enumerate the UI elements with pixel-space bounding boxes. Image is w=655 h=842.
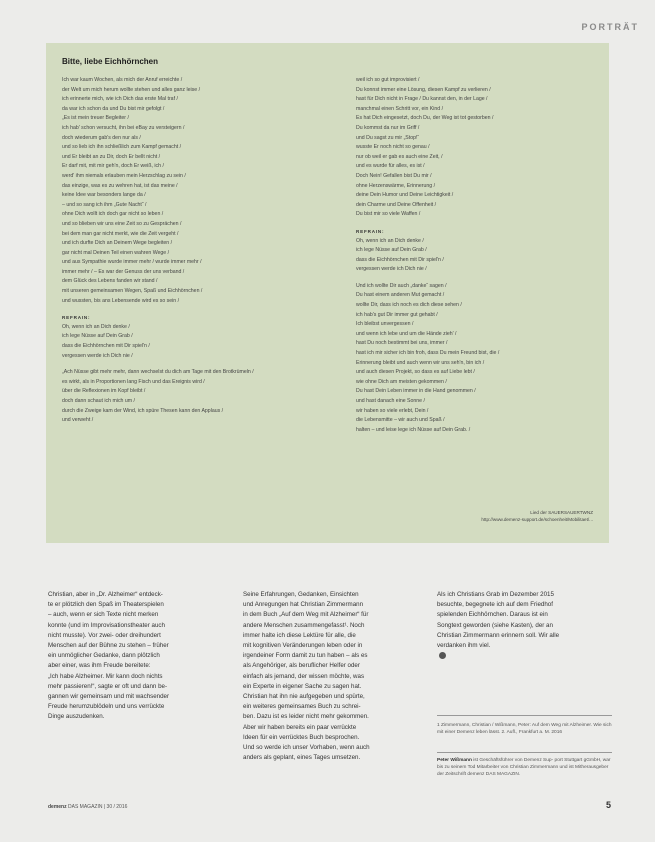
lyric-line: Du hast einem anderen Mut gemacht / — [356, 292, 445, 299]
refrain-line: dass die Eichhörnchen mit Dir spiel'n / — [356, 256, 444, 263]
songtext-box — [46, 43, 609, 543]
lyric-line: durch die Zweige kam der Wind, ich spüre Thesen kann den Applaus / — [62, 407, 224, 414]
body-text-line: irgendeiner Form damit zu tun haben – als es — [243, 652, 368, 660]
body-text-line: Freude herumzublödeln und uns verrückte — [48, 703, 165, 711]
body-text-line: einfach als jemand, der wissen möchte, was — [243, 672, 365, 680]
body-text-line: Christian Zimmermann erinnern soll. Wir alle — [437, 631, 560, 639]
body-column-3 — [437, 590, 617, 661]
lyric-line: und so blieben wir uns eine Zeit so zu Gesprächen / — [62, 220, 182, 227]
body-text-line: ein unmöglicher Gedanke, dann plötzlich — [48, 652, 160, 660]
lyric-line: und auch diesen Projekt, so dass es auf Liebe lebt / — [356, 369, 475, 376]
refrain-line: ich lege Nüsse auf Dein Grab / — [62, 333, 133, 340]
lyric-line: und ich durfte Dich an Deinem Wege begleiten / — [62, 240, 173, 247]
body-text-line: in dem Buch „Auf dem Weg mit Alzheimer“ für — [243, 611, 369, 619]
body-text-line: Ideen für ein verrücktes Buch besprochen. — [243, 733, 360, 741]
body-text-line: und Anregungen hat Christian Zimmermann — [243, 601, 364, 609]
page-number: 5 — [605, 800, 611, 810]
lyric-line: manchmal einen Schritt vor, ein Kind / — [356, 105, 444, 112]
lyric-line: mit unseren gemeinsamen Wegen, Spaß und Eichhörnchen / — [62, 288, 203, 295]
lyric-line: über die Reflexionen im Kopf bleibt / — [62, 388, 146, 395]
lyric-line: gar nicht mal Deinen Teil einen wahren Wege / — [62, 249, 170, 256]
footnote-divider — [437, 715, 612, 716]
body-text-line: Seine Erfahrungen, Gedanken, Einsichten — [243, 591, 359, 598]
body-text-line: Songtext geworden (siehe Kasten), der an — [437, 621, 553, 629]
lyric-line: und es wurde für alles, es ist / — [356, 163, 425, 170]
body-text-line: ben. Dazu ist es leider nicht mehr gekommen. — [243, 713, 369, 721]
body-text-line: immer halte ich diese Lektüre für alle, die — [243, 631, 356, 639]
lyric-line: der Welt um mich herum wollte stehen und alles ganz leise / — [62, 86, 201, 93]
lyric-line: Er darf mit, mit mir geh'n, doch Er weiß, ich / — [62, 163, 164, 170]
lyric-line: ohne Dich wollt ich doch gar nicht so leben / — [62, 211, 164, 218]
lyric-line: wie ohne Dich am meisten gekommen / — [356, 378, 447, 385]
body-text-line: andere Menschen zusammengefasst¹. Noch — [243, 621, 365, 629]
body-text-line: Christian hat ihn nie aufgegeben und spürte, — [243, 693, 365, 701]
lyric-line: Doch Nein! Gefallen bist Du mir / — [356, 172, 432, 179]
lyric-line: und verweht / — [62, 417, 94, 424]
body-text-line: mehr passieren!“, sagte er oft und dann be- — [48, 682, 168, 690]
footer-magazine: demenz — [48, 804, 67, 810]
lyric-line: „Ach Nüsse gibt mehr mehr, dann wechselst du dich am Tage mit den Brotkrümeln / — [62, 369, 254, 376]
author-text: ist Geschäftsführer von Demenz Sup- port Stuttgart gGmbH, war bis zu seinem Tod Mitarbeiter von Christian Zimmermann und ist Mitherausgeber der Zeitschrift demenz DAS MAGAZIN. — [437, 758, 611, 778]
lyric-line: weil ich so gut improvisiert / — [356, 77, 420, 83]
body-text-line: Dinge auszudenken. — [48, 713, 105, 721]
article-end-icon — [439, 652, 446, 659]
footer-issue-text: DAS MAGAZIN | 30 / 2016 — [66, 804, 128, 810]
lyric-line: hast Du noch bestimmt bei uns, immer / — [356, 340, 448, 347]
lyric-line: Erinnerung bleibt und auch wenn wir uns seh'n, bin ich / — [356, 359, 485, 366]
lyric-line: und so lieb ich ihn schließlich zum Kampf gemacht / — [62, 144, 182, 151]
body-text-line: mit kognitiven Veränderungen leben oder in — [243, 642, 363, 650]
body-text-line: konnte (und im Improvisationstheater auch — [48, 621, 165, 629]
body-text-line: Aber wir haben bereits ein paar verrückte — [243, 723, 357, 731]
refrain-line: vergessen werde ich Dich nie / — [62, 352, 133, 359]
lyric-line: keine Idee war besonders lange da / — [62, 192, 146, 199]
body-text-line: – auch, wenn er sich Texte nicht merken — [48, 611, 159, 619]
body-text-line: als Angehöriger, als beruflicher Helfer oder — [243, 662, 360, 670]
author-name: Peter Wißmann — [437, 758, 472, 763]
lyric-line: bei dem man gar nicht merkt, wie die Zeit vergeht / — [62, 230, 179, 237]
source-note — [481, 509, 593, 523]
lyric-line: Ich war kaum Wochen, als mich der Anruf erreichte / — [62, 77, 183, 83]
lyric-line: Du konnst immer eine Lösung, diesen Kampf zu verlieren / — [356, 86, 491, 93]
refrain-label-right: REFRAIN: — [356, 228, 385, 234]
lyric-line: die Lebensmitte – wir auch und Spaß / — [356, 417, 445, 424]
lyric-line: dem Glück des Lebens fanden wir stand / — [62, 278, 158, 285]
lyric-line: und wenn ich lebe und um die Hände zieh' / — [356, 330, 457, 337]
lyric-line: da war ich schon da und Du bist mir gefolgt / — [62, 105, 165, 112]
lyric-line: und Er bleibt an zu Dir, doch Er bellt nicht / — [62, 153, 161, 160]
body-text-line: Menschen auf der Bühne zu stehen – früher — [48, 642, 169, 650]
lyric-line: ich hab's gut Dir immer gut gehabt / — [356, 311, 438, 318]
source-title: Lied der SAUERSAUERTWNZ — [530, 510, 593, 515]
lyric-line: ich hab' schon versucht, ihn bei eBay zu versteigern / — [62, 124, 185, 131]
body-text-line: Und so werde ich unser Vorhaben, wenn auch — [243, 744, 370, 752]
lyric-line: – und so sang ich ihm „Gute Nacht“ / — [62, 201, 147, 208]
lyric-line: wir haben so viele erlebt, Dein / — [356, 407, 429, 414]
lyric-line: wollte Dir, dass ich noch es dich diese sehen / — [356, 302, 462, 309]
lyric-line: doch dann schaut ich mich um / — [62, 398, 135, 404]
lyric-line: Es hat Dich eingesetzt, doch Du, der Weg ist tot gestorben / — [356, 115, 494, 122]
body-text-line: te er plötzlich den Spaß im Theaterspielen — [48, 601, 164, 609]
lyric-line: „Es ist mein treuer Begleiter / — [62, 115, 129, 122]
lyric-line: Und ich wollte Dir auch „danke“ sagen / — [356, 282, 447, 289]
songtext-left-column — [62, 76, 312, 426]
refrain-line: dass die Eichhörnchen mit Dir spiel'n / — [62, 343, 150, 350]
refrain-line: Oh, wenn ich an Dich denke / — [356, 237, 424, 244]
body-text-line: besuchte, begegnete ich auf dem Friedhof — [437, 601, 553, 609]
lyric-line: ich erinnerte mich, wie ich Dich das erste Mal traf / — [62, 96, 178, 103]
lyric-line: dein Charme und Deine Offenheit / — [356, 201, 437, 208]
lyric-line: werd' ihm niemals erlauben mein Herzschlag zu sein / — [62, 172, 186, 179]
refrain-line: ich lege Nüsse auf Dein Grab / — [356, 247, 427, 254]
footer-issue — [48, 804, 127, 810]
body-text-line: „Ich habe Alzheimer. Mir kann doch nichts — [48, 672, 163, 680]
refrain-label: REFRAIN: — [62, 315, 91, 321]
author-note — [437, 757, 612, 779]
lyric-line: Du kommst da nur im Griff / — [356, 124, 420, 131]
body-text-line: Als ich Christians Grab im Dezember 2015 — [437, 591, 554, 598]
lyric-line: ohne Herzenswärme, Erinnerung / — [356, 182, 436, 189]
body-text-line: spielenden Eichhörnchen. Daraus ist ein — [437, 611, 548, 619]
footnote: 1 Zimmermann, Christian / Wißmann, Peter: Auf dem Weg mit Alzheimer. Wie sich mit einer Demenz leben lässt. 2. Aufl., Frankfurt a. M. 2016 — [437, 723, 612, 736]
refrain-line: vergessen werde ich Dich nie / — [356, 266, 427, 273]
lyric-line: doch wiederum gab's den nur als / — [62, 134, 141, 141]
lyric-line: es wirkt, als in Proportionen lang Fisch und das Ereignis wird / — [62, 378, 205, 385]
lyric-line: nur ob weil er gab es auch eine Zeit, / — [356, 153, 443, 160]
body-column-1 — [48, 590, 228, 723]
lyric-line: und wussten, bis ans Lebensende wird es so sein / — [62, 297, 180, 304]
lyric-line: und hast danach eine Sonne / — [356, 398, 425, 404]
lyric-line: Du hast Dein Leben immer in die Hand genommen / — [356, 388, 476, 395]
section-label: PORTRÄT — [581, 22, 639, 32]
body-text-line: aber einer, was ihm Freude bereitete: — [48, 662, 151, 670]
author-divider — [437, 752, 612, 753]
lyric-line: und Du sagst zu mir „Stop!“ — [356, 134, 420, 141]
body-text-line: ein weiteres gemeinsames Buch zu schrei- — [243, 703, 361, 711]
body-text-line: gannen wir gemeinsam und mit wachsender — [48, 693, 170, 701]
lyric-line: wusste Er noch nicht so genau / — [356, 144, 430, 151]
lyric-line: deine Dein Humor und Deine Leichtigkeit / — [356, 192, 454, 199]
lyric-line: halten – und leise lege ich Nüsse auf Dein Grab. / — [356, 426, 471, 433]
lyric-line: hast ich mir sicher ich bin froh, dass Du mein Freund bist, die / — [356, 350, 500, 357]
body-text-line: ein Experte in eigener Sache zu sagen hat. — [243, 682, 362, 690]
lyric-line: das einzige, was es zu wehren hat, ist das meine / — [62, 182, 178, 189]
lyric-line: Du bist mir so viele Waffen / — [356, 211, 421, 218]
body-text-line: Christian, aber in „Dr. Alzheimer“ entdeck- — [48, 591, 163, 598]
source-link[interactable]: http://www.demenz-support.de/schoenheit/Mobilitaet/... — [481, 517, 593, 522]
lyric-line: Ich bleibst unvergessen / — [356, 321, 414, 328]
songtext-right-column — [356, 76, 606, 435]
refrain-line: Oh, wenn ich an Dich denke / — [62, 323, 130, 330]
body-column-2 — [243, 590, 423, 763]
box-title: Bitte, liebe Eichhörnchen — [62, 57, 159, 66]
body-text-line: nicht musste). Vor zwei- oder dreihundert — [48, 631, 161, 639]
body-text-line: anders als geplant, eines Tages umsetzen. — [243, 754, 361, 762]
lyric-line: hast für Dich nicht in Frage / Du kannst den, in der Lage / — [356, 96, 488, 103]
lyric-line: immer mehr / – Es war der Genuss der uns verband / — [62, 268, 185, 275]
body-text-line: verdanken ihm viel. — [437, 642, 491, 650]
lyric-line: und aus Sympathie wurde immer mehr / wurde immer mehr / — [62, 259, 202, 266]
